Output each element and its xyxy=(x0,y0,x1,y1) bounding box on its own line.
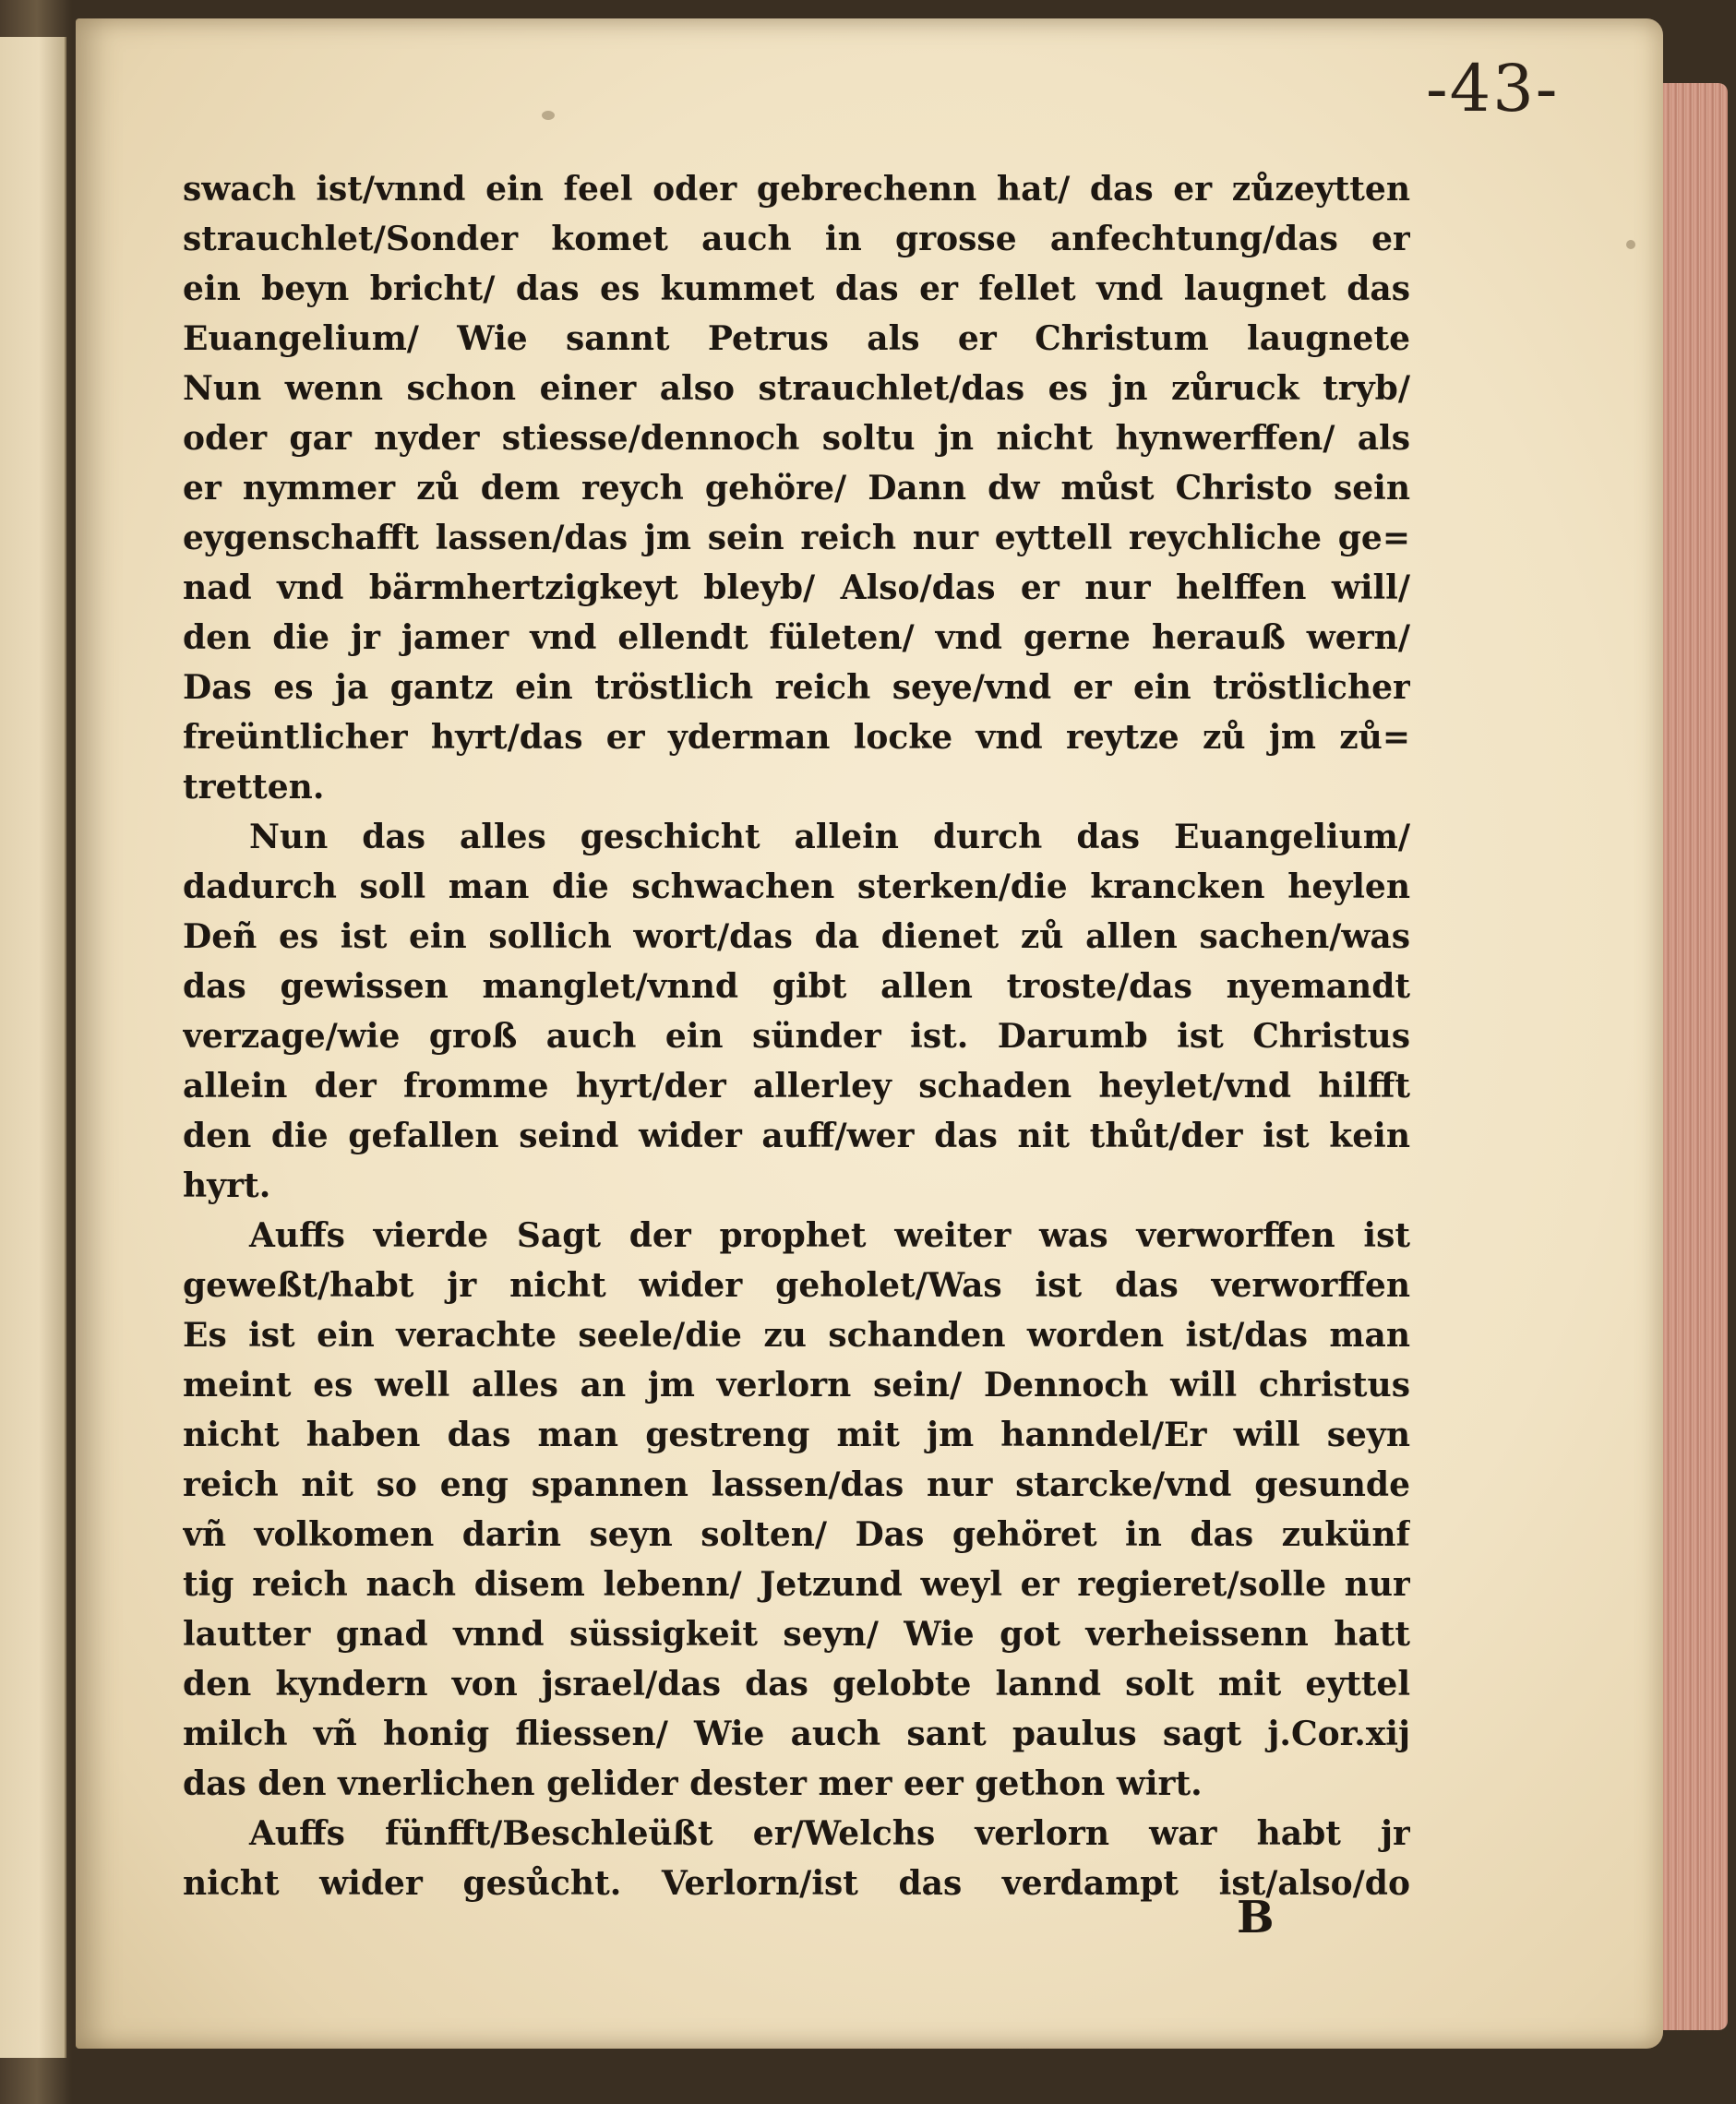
text-line: hyrt. xyxy=(183,1166,271,1205)
text-line: vñ volkomen darin seyn solten/ Das gehöret in das zukünf xyxy=(183,1515,1410,1554)
text-line: er nymmer zů dem reych gehöre/ Dann dw můst Christo sein xyxy=(183,469,1410,508)
text-line: Es ist ein verachte seele/die zu schanden worden ist/das man xyxy=(183,1316,1410,1355)
text-line: lautter gnad vnnd süssigkeit seyn/ Wie got verheissenn hatt xyxy=(183,1615,1410,1654)
ink-spot xyxy=(542,111,555,120)
text-line: Deñ es ist ein sollich wort/das da dienet zů allen sachen/was xyxy=(183,917,1410,956)
text-line: Nun wenn schon einer also strauchlet/das es jn zůruck tryb/ xyxy=(183,369,1410,408)
text-line: geweßt/habt jr nicht wider geholet/Was ist das verworffen xyxy=(183,1266,1410,1305)
page-fore-edges xyxy=(1661,83,1728,2030)
text-line: nad vnd bärmhertzigkeyt bleyb/ Also/das er nur helffen will/ xyxy=(183,568,1410,607)
text-line: verzage/wie groß auch ein sünder ist. Darumb ist Christus xyxy=(183,1017,1410,1056)
text-line: den kyndern von jsrael/das das gelobte lannd solt mit eyttel xyxy=(183,1665,1410,1704)
ink-spot xyxy=(1626,240,1635,249)
text-line: ein beyn bricht/ das es kummet das er fellet vnd laugnet das xyxy=(183,269,1410,308)
left-page-edge xyxy=(0,37,66,2058)
text-line: milch vñ honig fliessen/ Wie auch sant paulus sagt j.Cor.xij xyxy=(183,1715,1410,1753)
text-line: das gewissen manglet/vnnd gibt allen troste/das nyemandt xyxy=(183,967,1410,1006)
text-line: allein der fromme hyrt/der allerley schaden heylet/vnd hilfft xyxy=(183,1067,1410,1106)
text-line: den die gefallen seind wider auff/wer das nit thůt/der ist kein xyxy=(183,1117,1410,1155)
text-line: dadurch soll man die schwachen sterken/die krancken heylen xyxy=(183,867,1410,906)
text-line: reich nit so eng spannen lassen/das nur starcke/vnd gesunde xyxy=(183,1465,1410,1504)
text-line: nicht haben das man gestreng mit jm hanndel/Er will seyn xyxy=(183,1416,1410,1454)
text-line: Euangelium/ Wie sannt Petrus als er Christum laugnete xyxy=(183,319,1410,358)
text-line: strauchlet/Sonder komet auch in grosse anfechtung/das er xyxy=(183,220,1410,258)
text-line: Nun das alles geschicht allein durch das Euangelium/ xyxy=(249,818,1410,856)
text-line: Auffs vierde Sagt der prophet weiter was verworffen ist xyxy=(249,1216,1410,1255)
text-line: nicht wider gesůcht. Verlorn/ist das verdampt ist/also/do xyxy=(183,1864,1410,1903)
text-line: den die jr jamer vnd ellendt fületen/ vnd gerne herauß wern/ xyxy=(183,618,1410,657)
text-line: das den vnerlichen gelider dester mer eer gethon wirt. xyxy=(183,1764,1203,1803)
text-line: meint es well alles an jm verlorn sein/ Dennoch will christus xyxy=(183,1366,1410,1405)
text-line: oder gar nyder stiesse/dennoch soltu jn nicht hynwerffen/ als xyxy=(183,419,1410,458)
text-line: eygenschafft lassen/das jm sein reich nur eyttell reychliche ge= xyxy=(183,519,1410,557)
text-block xyxy=(183,164,1410,1908)
signature-mark: B xyxy=(1237,1892,1275,1943)
text-line: Das es ja gantz ein tröstlich reich seye/vnd er ein tröstlicher xyxy=(183,668,1410,707)
text-line: Auffs fünfft/Beschleüßt er/Welchs verlorn war habt jr xyxy=(249,1814,1410,1853)
folio-number: -43- xyxy=(1426,51,1560,126)
text-line: swach ist/vnnd ein feel oder gebrechenn hat/ das er zůzeytten xyxy=(183,170,1410,209)
text-line: tretten. xyxy=(183,768,325,807)
text-line: freüntlicher hyrt/das er yderman locke vnd reytze zů jm zů= xyxy=(183,718,1410,757)
text-line: tig reich nach disem lebenn/ Jetzund weyl er regieret/solle nur xyxy=(183,1565,1410,1604)
